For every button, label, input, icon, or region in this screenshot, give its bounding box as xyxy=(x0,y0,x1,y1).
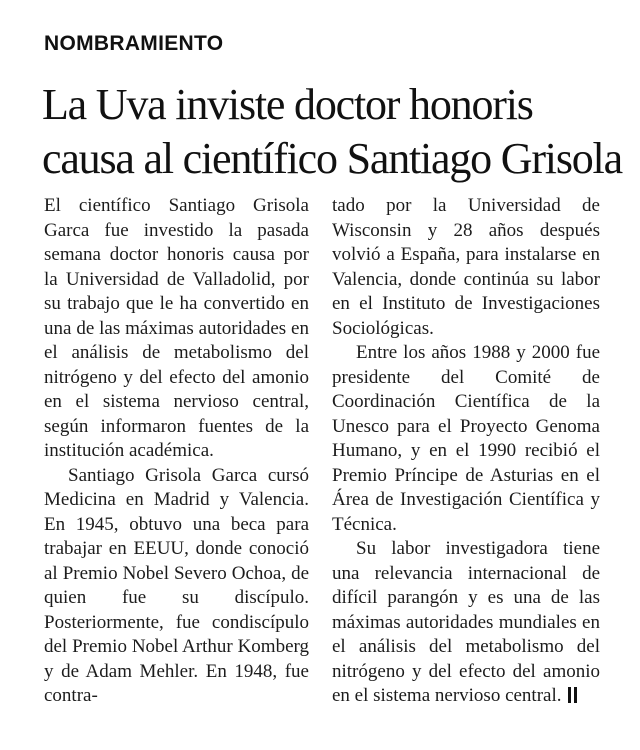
article-column-left xyxy=(44,194,309,709)
paragraph-4 xyxy=(332,537,600,709)
headline-line-2: causa al científico Santiago Grisola xyxy=(42,134,622,183)
paragraph-1: El científico Santiago Grisola Garca fue investido la pasada semana doctor honoris causa por la Universidad de Valladolid, por su trabajo que le ha convertido en una de las máximas autoridades en el análisis de metabolismo del nitrógeno y del efecto del amonio en el sistema nervioso central, según informaron fuentes de la institución académica. xyxy=(44,195,309,461)
article-column-right xyxy=(332,194,600,709)
paragraph-4-text: Su labor investigadora tiene una relevancia internacional de difícil parangón y es una de las máximas autoridades mundiales en el análisis del metabolismo del nitrógeno y del efecto del amonio en el sistema nervioso central. xyxy=(332,538,600,706)
paragraph-2-continued: tado por la Universidad de Wisconsin y 28 años después volvió a España, para instalarse en Valencia, donde continúa su labor en el Instituto de Investigaciones Sociológicas. xyxy=(332,195,600,339)
headline xyxy=(42,78,622,186)
paragraph-2: Santiago Grisola Garca cursó Medicina en Madrid y Valencia. En 1945, obtuvo una beca para trabajar en EEUU, donde conoció al Premio Nobel Severo Ochoa, de quien fue su discípulo. Posteriormente, fue condiscípulo del Premio Nobel Arthur Komberg y de Adam Mehler. En 1948, fue contra- xyxy=(44,464,309,706)
headline-line-1: La Uva inviste doctor honoris xyxy=(42,80,533,129)
section-kicker: NOMBRAMIENTO xyxy=(44,32,224,55)
end-of-article-mark xyxy=(568,687,577,703)
paragraph-3: Entre los años 1988 y 2000 fue presidente del Comité de Coordinación Científica de la Unesco para el Proyecto Genoma Humano, y en el 1990 recibió el Premio Príncipe de Asturias en el Área de Investigación Científica y Técnica. xyxy=(332,342,600,535)
